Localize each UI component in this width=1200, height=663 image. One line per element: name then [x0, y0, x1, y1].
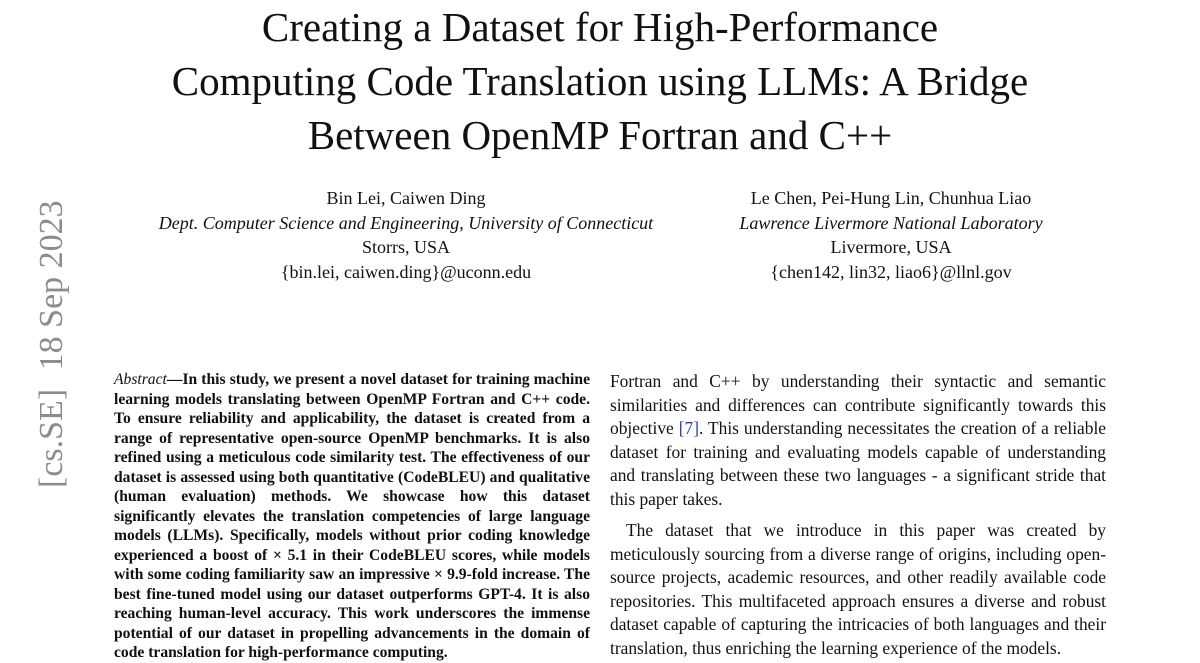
abstract-text: In this study, we present a novel dataset for training machine learning models translating between OpenMP Fortran and C++ code. To ensure reliability and applicability, the dataset is created from a range of representative open-source OpenMP benchmarks. It is also refined using a meticulous code similarity test. The effectiveness of our dataset is assessed using both quantitative (CodeBLEU) and qualitative (human evaluation) methods. We showcase how this dataset significantly elevates the translation competencies of large language models (LLMs). Specifically, models without prior coding knowledge experienced a boost of × 5.1 in their CodeBLEU scores, while models with some coding familiarity saw an impressive × 9.9-fold increase. The best fine-tuned model using our dataset outperforms GPT-4. It is also reaching human-level accuracy. This work underscores the immense potential of our dataset in propelling advancements in the domain of code translation for high-performance computing. — [114, 371, 590, 661]
author-affiliation: Lawrence Livermore National Laboratory — [739, 212, 1043, 233]
arxiv-date: 18 Sep 2023 — [33, 200, 70, 371]
citation-link[interactable]: [7] — [678, 418, 699, 438]
author-block-llnl — [712, 186, 1070, 284]
author-names: Bin Lei, Caiwen Ding — [326, 188, 486, 208]
arxiv-stamp-text — [32, 152, 72, 488]
arxiv-category: [cs.SE] — [33, 388, 70, 488]
intro-text: . This understanding necessitates the creation of a reliable dataset for training and evaluating models capable of understanding and translating between these two languages - a significant stride that this paper takes. — [610, 418, 1106, 509]
author-block-uconn — [110, 186, 702, 284]
intro-paragraph: The dataset that we introduce in this paper was created by meticulously sourcing from a diverse range of origins, including open-source projects, academic resources, and other readily available code repositories. This multifaceted approach ensures a diverse and robust dataset capable of capturing the intricacies of both languages and their translation, thus enriching the learning experience of the models. — [610, 520, 1106, 658]
abstract-dash: — — [166, 371, 183, 388]
introduction-column — [610, 370, 1106, 660]
intro-text: Fortran and C++ by understanding their syntactic and semantic similarities and differences can contribute significantly towards this objective — [610, 371, 1106, 438]
author-location: Storrs, USA — [361, 237, 450, 257]
author-email: {chen142, lin32, liao6}@llnl.gov — [770, 261, 1012, 282]
title-line: Between OpenMP Fortran and C++ — [307, 112, 893, 158]
abstract — [114, 370, 590, 663]
author-location: Livermore, USA — [830, 237, 952, 257]
author-email: {bin.lei, caiwen.ding}@uconn.edu — [280, 261, 532, 282]
abstract-label: Abstract — [114, 371, 167, 388]
author-affiliation: Dept. Computer Science and Engineering, University of Connecticut — [158, 212, 654, 233]
author-names: Le Chen, Pei-Hung Lin, Chunhua Liao — [750, 188, 1032, 208]
intro-paragraph — [610, 370, 1106, 511]
paper-title — [0, 0, 1200, 162]
title-line: Computing Code Translation using LLMs: A Bridge — [171, 58, 1029, 104]
title-line: Creating a Dataset for High-Performance — [261, 4, 939, 50]
